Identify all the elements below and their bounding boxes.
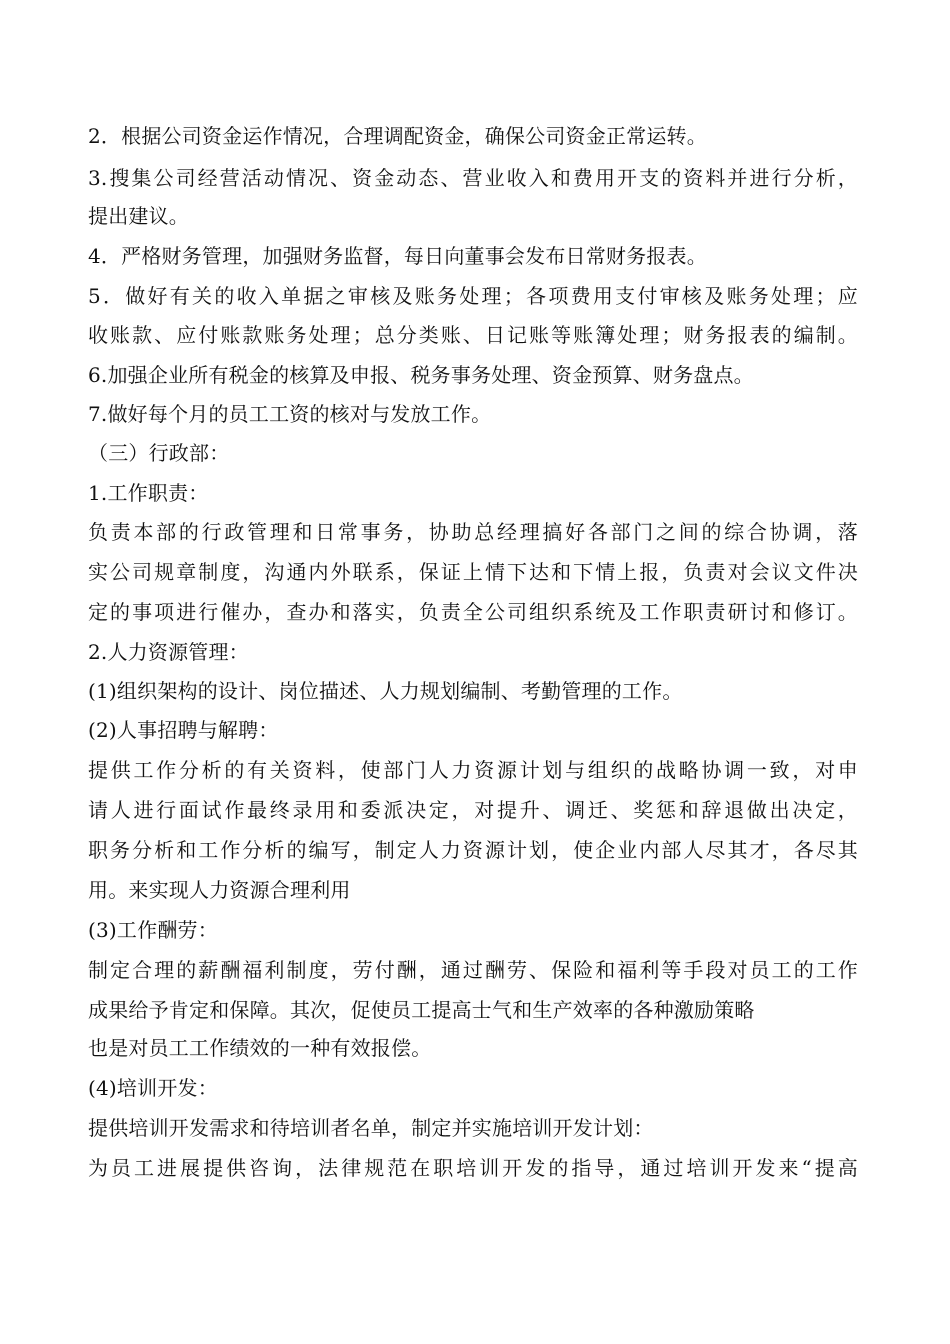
text-line: 6.加强企业所有税金的核算及申报、税务事务处理、资金预算、财务盘点。 bbox=[88, 363, 754, 387]
text-line: 提供培训开发需求和待培训者名单，制定并实施培训开发计划： bbox=[88, 1116, 654, 1140]
text-line: 实公司规章制度，沟通内外联系，保证上情下达和下情上报，负责对会议文件决 bbox=[88, 560, 858, 584]
text-line: 职务分析和工作分析的编写，制定人力资源计划，使企业内部人尽其才，各尽其 bbox=[88, 838, 858, 862]
text-line: (2)人事招聘与解聘： bbox=[88, 718, 279, 742]
text-line: 定的事项进行催办，查办和落实，负责全公司组织系统及工作职责研讨和修订。 bbox=[88, 600, 858, 624]
text-line: 制定合理的薪酬福利制度，劳付酬，通过酬劳、保险和福利等手段对员工的工作 bbox=[88, 958, 858, 982]
text-line: (4)培训开发： bbox=[88, 1076, 218, 1100]
text-line: (1)组织架构的设计、岗位描述、人力规划编制、考勤管理的工作。 bbox=[88, 679, 683, 703]
text-line: 4．严格财务管理，加强财务监督，每日向董事会发布日常财务报表。 bbox=[88, 244, 707, 268]
text-line: 3.搜集公司经营活动情况、资金动态、营业收入和费用开支的资料并进行分析， bbox=[88, 166, 858, 190]
text-line: 提供工作分析的有关资料，使部门人力资源计划与组织的战略协调一致，对申 bbox=[88, 758, 858, 782]
text-line: 成果给予肯定和保障。其次，促使员工提高士气和生产效率的各种激励策略 bbox=[88, 998, 755, 1022]
text-line: 1.工作职责： bbox=[88, 481, 209, 505]
text-line: 请人进行面试作最终录用和委派决定，对提升、调迁、奖惩和辞退做出决定， bbox=[88, 798, 858, 822]
text-line: 用。来实现人力资源合理利用 bbox=[88, 878, 351, 902]
text-line: 也是对员工工作绩效的一种有效报偿。 bbox=[88, 1036, 432, 1060]
text-line: 2．根据公司资金运作情况，合理调配资金，确保公司资金正常运转。 bbox=[88, 124, 707, 148]
text-line: 收账款、应付账款账务处理；总分类账、日记账等账簿处理；财务报表的编制。 bbox=[88, 323, 858, 347]
text-line: 负责本部的行政管理和日常事务，协助总经理搞好各部门之间的综合协调，落 bbox=[88, 520, 858, 544]
section-heading: （三）行政部： bbox=[88, 441, 230, 465]
text-line: (3)工作酬劳： bbox=[88, 918, 218, 942]
text-line: 提出建议。 bbox=[88, 204, 189, 228]
text-line: 为员工进展提供咨询，法律规范在职培训开发的指导，通过培训开发来“提高 bbox=[88, 1156, 858, 1180]
text-line: 7.做好每个月的员工工资的核对与发放工作。 bbox=[88, 402, 492, 426]
text-line: 5．做好有关的收入单据之审核及账务处理；各项费用支付审核及账务处理；应 bbox=[88, 284, 858, 308]
text-line: 2.人力资源管理： bbox=[88, 640, 249, 664]
